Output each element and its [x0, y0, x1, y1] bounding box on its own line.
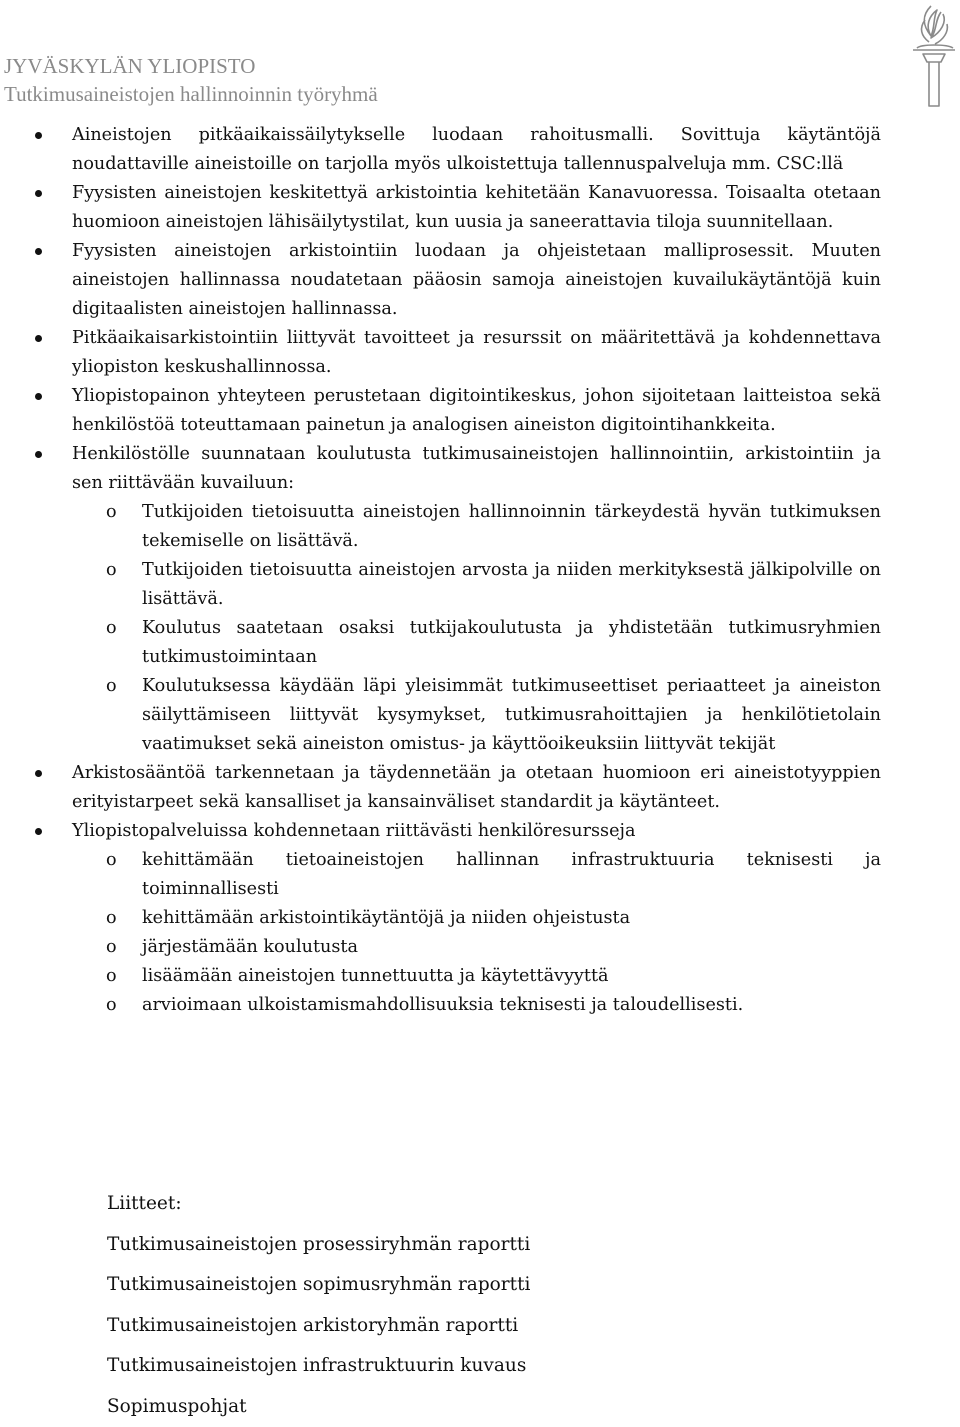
- bullet-text: Yliopistopalveluissa kohdennetaan riittävästi henkilöresursseja: [72, 821, 635, 841]
- sub-bullet-text: arvioimaan ulkoistamismahdollisuuksia teknisesti ja taloudellisesti.: [142, 995, 743, 1015]
- bullet-dot-icon: [35, 828, 42, 835]
- attachments-section: [107, 1184, 530, 1427]
- sub-bullet-marker: o: [106, 556, 117, 585]
- bullet-item: [72, 324, 881, 382]
- sub-bullet-marker: o: [106, 498, 117, 527]
- bullet-dot-icon: [35, 335, 42, 342]
- sub-bullet-marker: o: [106, 846, 117, 875]
- bullet-text: Yliopistopainon yhteyteen perustetaan digitointikeskus, johon sijoitetaan laitteistoa sekä henkilöstöä toteuttamaan painetun ja analogisen aineiston digitointihankkeita.: [72, 386, 881, 435]
- sub-bullet-item: [142, 498, 881, 556]
- sub-bullet-item: [142, 962, 881, 991]
- sub-bullet-text: järjestämään koulutusta: [142, 937, 358, 957]
- sub-bullet-item: [142, 672, 881, 759]
- sub-bullet-text: lisäämään aineistojen tunnettuutta ja käytettävyyttä: [142, 966, 609, 986]
- university-name: JYVÄSKYLÄN YLIOPISTO: [4, 52, 378, 80]
- bullet-item: [72, 440, 881, 498]
- sub-bullet-item: [142, 904, 881, 933]
- sub-bullet-marker: o: [106, 991, 117, 1020]
- bullet-dot-icon: [35, 770, 42, 777]
- bullet-dot-icon: [35, 393, 42, 400]
- sub-bullet-item: [142, 991, 881, 1020]
- university-torch-logo-icon: [911, 2, 957, 110]
- bullet-dot-icon: [35, 132, 42, 139]
- sub-bullet-text: Koulutus saatetaan osaksi tutkijakoulutusta ja yhdistetään tutkimusryhmien tutkimustoimintaan: [142, 618, 881, 667]
- sub-bullet-marker: o: [106, 962, 117, 991]
- bullet-item: [72, 179, 881, 237]
- sub-bullet-text: Tutkijoiden tietoisuutta aineistojen hallinnoinnin tärkeydestä hyvän tutkimuksen tekemiselle on lisättävä.: [142, 502, 881, 551]
- sub-bullet-item: [142, 556, 881, 614]
- working-group-name: Tutkimusaineistojen hallinnoinnin työryhmä: [4, 80, 378, 108]
- sub-bullet-marker: o: [106, 933, 117, 962]
- bullet-item: [72, 817, 881, 846]
- attachment-item: Tutkimusaineistojen infrastruktuurin kuvaus: [107, 1346, 530, 1387]
- bullet-text: Henkilöstölle suunnataan koulutusta tutkimusaineistojen hallinnointiin, arkistointiin ja sen riittävään kuvailuun:: [72, 444, 881, 493]
- document-body: [0, 121, 960, 1020]
- attachment-item: Tutkimusaineistojen sopimusryhmän raportti: [107, 1265, 530, 1306]
- sub-bullet-item: [142, 614, 881, 672]
- bullet-dot-icon: [35, 190, 42, 197]
- sub-bullet-text: Tutkijoiden tietoisuutta aineistojen arvosta ja niiden merkityksestä jälkipolville on lisättävä.: [142, 560, 881, 609]
- bullet-item: [72, 237, 881, 324]
- document-header: [4, 52, 378, 108]
- sub-bullet-item: [142, 933, 881, 962]
- sub-bullet-marker: o: [106, 672, 117, 701]
- bullet-item: [72, 382, 881, 440]
- bullet-text: Arkistosääntöä tarkennetaan ja täydennetään ja otetaan huomioon eri aineistotyyppien erityistarpeet sekä kansalliset ja kansainväliset standardit ja käytänteet.: [72, 763, 881, 812]
- sub-bullet-marker: o: [106, 904, 117, 933]
- sub-bullet-text: kehittämään tietoaineistojen hallinnan infrastruktuuria teknisesti ja toiminnallisesti: [142, 850, 881, 899]
- sub-bullet-text: Koulutuksessa käydään läpi yleisimmät tutkimuseettiset periaatteet ja aineiston säilyttämiseen liittyvät kysymykset, tutkimusrahoittajien ja henkilötietolain vaatimukset sekä aineiston omistus- ja käyttöoikeuksiin liittyvät tekijät: [142, 676, 881, 754]
- bullet-text: Fyysisten aineistojen arkistointiin luodaan ja ohjeistetaan malliprosessit. Muuten aineistojen hallinnassa noudatetaan pääosin samoja aineistojen kuvailukäytäntöjä kuin digitaalisten aineistojen hallinnassa.: [72, 241, 881, 319]
- bullet-text: Fyysisten aineistojen keskitettyä arkistointia kehitetään Kanavuoressa. Toisaalta otetaan huomioon aineistojen lähisäilytystilat, kun uusia ja saneerattavia tiloja suunnitellaan.: [72, 183, 881, 232]
- sub-bullet-text: kehittämään arkistointikäytäntöjä ja niiden ohjeistusta: [142, 908, 630, 928]
- sub-bullet-item: [142, 846, 881, 904]
- attachments-heading: Liitteet:: [107, 1184, 530, 1225]
- bullet-item: [72, 759, 881, 817]
- attachment-item: Sopimuspohjat: [107, 1387, 530, 1427]
- bullet-dot-icon: [35, 451, 42, 458]
- sub-bullet-marker: o: [106, 614, 117, 643]
- bullet-text: Pitkäaikaisarkistointiin liittyvät tavoitteet ja resurssit on määritettävä ja kohdennettava yliopiston keskushallinnossa.: [72, 328, 881, 377]
- attachment-item: Tutkimusaineistojen arkistoryhmän raportti: [107, 1306, 530, 1347]
- attachment-item: Tutkimusaineistojen prosessiryhmän raportti: [107, 1225, 530, 1266]
- bullet-item: [72, 121, 881, 179]
- bullet-text: Aineistojen pitkäaikaissäilytykselle luodaan rahoitusmalli. Sovittuja käytäntöjä noudattaville aineistoille on tarjolla myös ulkoistettuja tallennuspalveluja mm. CSC:llä: [72, 125, 881, 174]
- bullet-dot-icon: [35, 248, 42, 255]
